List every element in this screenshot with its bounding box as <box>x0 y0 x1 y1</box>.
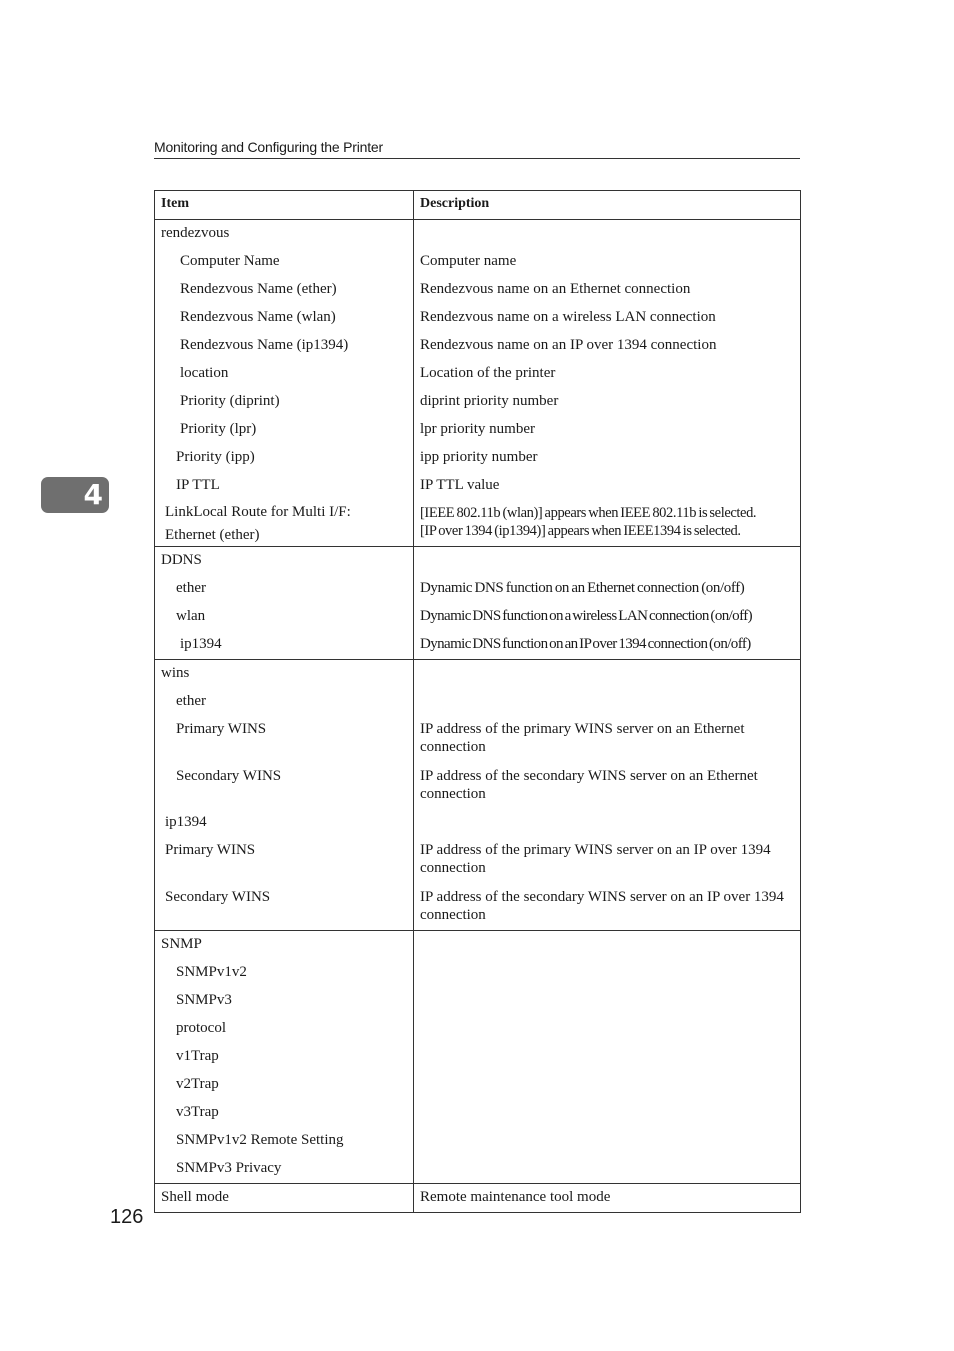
description-cell <box>414 987 800 1015</box>
column-header-item: Item <box>155 191 414 220</box>
item-cell: SNMPv1v2 <box>176 964 247 980</box>
table-row <box>155 1155 801 1184</box>
description-cell: Rendezvous name on an Ethernet connection <box>420 281 691 297</box>
table-row <box>155 837 801 884</box>
description-cell: Dynamic DNS function on an Ethernet connection (on/off) <box>420 580 745 596</box>
header-rule <box>154 158 800 159</box>
description-cell: IP address of the secondary WINS server on an IP over 1394 connection <box>420 889 784 923</box>
table-row <box>155 1127 801 1155</box>
item-cell: ether <box>176 580 206 596</box>
table-row <box>155 987 801 1015</box>
description-cell <box>414 1099 800 1127</box>
table-row <box>155 688 801 716</box>
item-cell: IP TTL <box>176 477 220 493</box>
item-cell: Secondary WINS <box>176 768 282 784</box>
table-row <box>155 959 801 987</box>
table-row <box>155 304 801 332</box>
running-header: Monitoring and Configuring the Printer <box>154 139 383 155</box>
description-cell: Computer name <box>420 253 517 269</box>
chapter-tab: 4 <box>41 477 109 513</box>
item-cell: Rendezvous Name (ip1394) <box>180 337 349 353</box>
description-cell <box>414 1071 800 1099</box>
table-row <box>155 575 801 603</box>
table-row <box>155 276 801 304</box>
table-row <box>155 388 801 416</box>
table-row <box>155 1099 801 1127</box>
description-cell: lpr priority number <box>420 421 535 437</box>
item-line: Ethernet (ether) <box>165 527 260 543</box>
table-row <box>155 884 801 931</box>
table-row <box>155 332 801 360</box>
item-cell: v3Trap <box>176 1104 219 1120</box>
table-row <box>155 631 801 660</box>
item-line: LinkLocal Route for Multi I/F: <box>165 504 351 520</box>
settings-table <box>154 190 801 1213</box>
table-row <box>155 1184 801 1213</box>
item-cell: Priority (lpr) <box>180 421 257 437</box>
item-cell: ether <box>176 693 206 709</box>
item-cell: Rendezvous Name (wlan) <box>180 309 336 325</box>
description-cell: IP address of the secondary WINS server on an Ethernet connection <box>420 768 758 802</box>
table-row <box>155 360 801 388</box>
item-cell: Computer Name <box>180 253 280 269</box>
table-row <box>155 1015 801 1043</box>
table-row <box>155 809 801 837</box>
description-cell <box>414 500 800 546</box>
item-cell: protocol <box>176 1020 226 1036</box>
description-cell <box>414 931 800 959</box>
description-cell: IP address of the primary WINS server on an IP over 1394 connection <box>420 842 771 876</box>
column-header-description: Description <box>414 191 801 220</box>
table-row <box>155 472 801 500</box>
item-cell: ip1394 <box>180 636 222 652</box>
description-line: [IEEE 802.11b (wlan)] appears when IEEE 802.11b is selected. <box>420 505 757 521</box>
description-cell: Dynamic DNS function on an IP over 1394 connection (on/off) <box>420 636 751 652</box>
table-row <box>155 500 801 547</box>
page-number: 126 <box>110 1206 144 1228</box>
table-row <box>155 1043 801 1071</box>
table-row <box>155 444 801 472</box>
table-row <box>155 716 801 763</box>
table-row <box>155 416 801 444</box>
item-cell: SNMP <box>161 936 202 952</box>
item-cell: Shell mode <box>161 1189 229 1205</box>
description-cell: diprint priority number <box>420 393 559 409</box>
description-cell: IP TTL value <box>420 477 500 493</box>
item-cell: Priority (diprint) <box>180 393 280 409</box>
table-row <box>155 547 801 576</box>
description-cell <box>414 1043 800 1071</box>
table-row <box>155 248 801 276</box>
item-cell: Primary WINS <box>165 842 256 858</box>
table-row <box>155 931 801 960</box>
description-cell <box>414 688 800 716</box>
item-cell: SNMPv3 Privacy <box>176 1160 282 1176</box>
item-cell: wlan <box>176 608 206 624</box>
item-cell: location <box>180 365 229 381</box>
table-row <box>155 1071 801 1099</box>
description-cell <box>414 220 800 248</box>
table-row <box>155 220 801 249</box>
description-line: [IP over 1394 (ip1394)] appears when IEEE1394 is selected. <box>420 523 741 539</box>
description-cell <box>414 959 800 987</box>
description-cell: Dynamic DNS function on a wireless LAN connection (on/off) <box>420 608 753 624</box>
description-cell: ipp priority number <box>420 449 538 465</box>
item-cell: v1Trap <box>176 1048 219 1064</box>
description-cell: Rendezvous name on a wireless LAN connection <box>420 309 716 325</box>
item-cell: wins <box>161 665 190 681</box>
description-cell <box>414 1127 800 1155</box>
description-cell: Location of the printer <box>420 365 556 381</box>
item-cell: v2Trap <box>176 1076 219 1092</box>
item-cell: Primary WINS <box>176 721 267 737</box>
item-cell: ip1394 <box>165 814 207 830</box>
item-cell: Priority (ipp) <box>176 449 255 465</box>
description-cell: IP address of the primary WINS server on an Ethernet connection <box>420 721 745 755</box>
description-cell <box>414 547 800 575</box>
description-cell <box>414 660 800 688</box>
table-row <box>155 603 801 631</box>
table-row <box>155 660 801 689</box>
item-cell: Rendezvous Name (ether) <box>180 281 337 297</box>
item-cell: rendezvous <box>161 225 230 241</box>
item-cell: DDNS <box>161 552 202 568</box>
description-cell <box>414 1155 800 1183</box>
description-cell: Remote maintenance tool mode <box>420 1189 611 1205</box>
table-header-row <box>155 191 801 220</box>
item-cell: SNMPv3 <box>176 992 232 1008</box>
item-cell: SNMPv1v2 Remote Setting <box>176 1132 344 1148</box>
item-cell <box>155 500 413 546</box>
description-cell <box>414 809 800 837</box>
description-cell: Rendezvous name on an IP over 1394 connection <box>420 337 717 353</box>
item-cell: Secondary WINS <box>165 889 271 905</box>
description-cell <box>414 1015 800 1043</box>
table-row <box>155 763 801 809</box>
